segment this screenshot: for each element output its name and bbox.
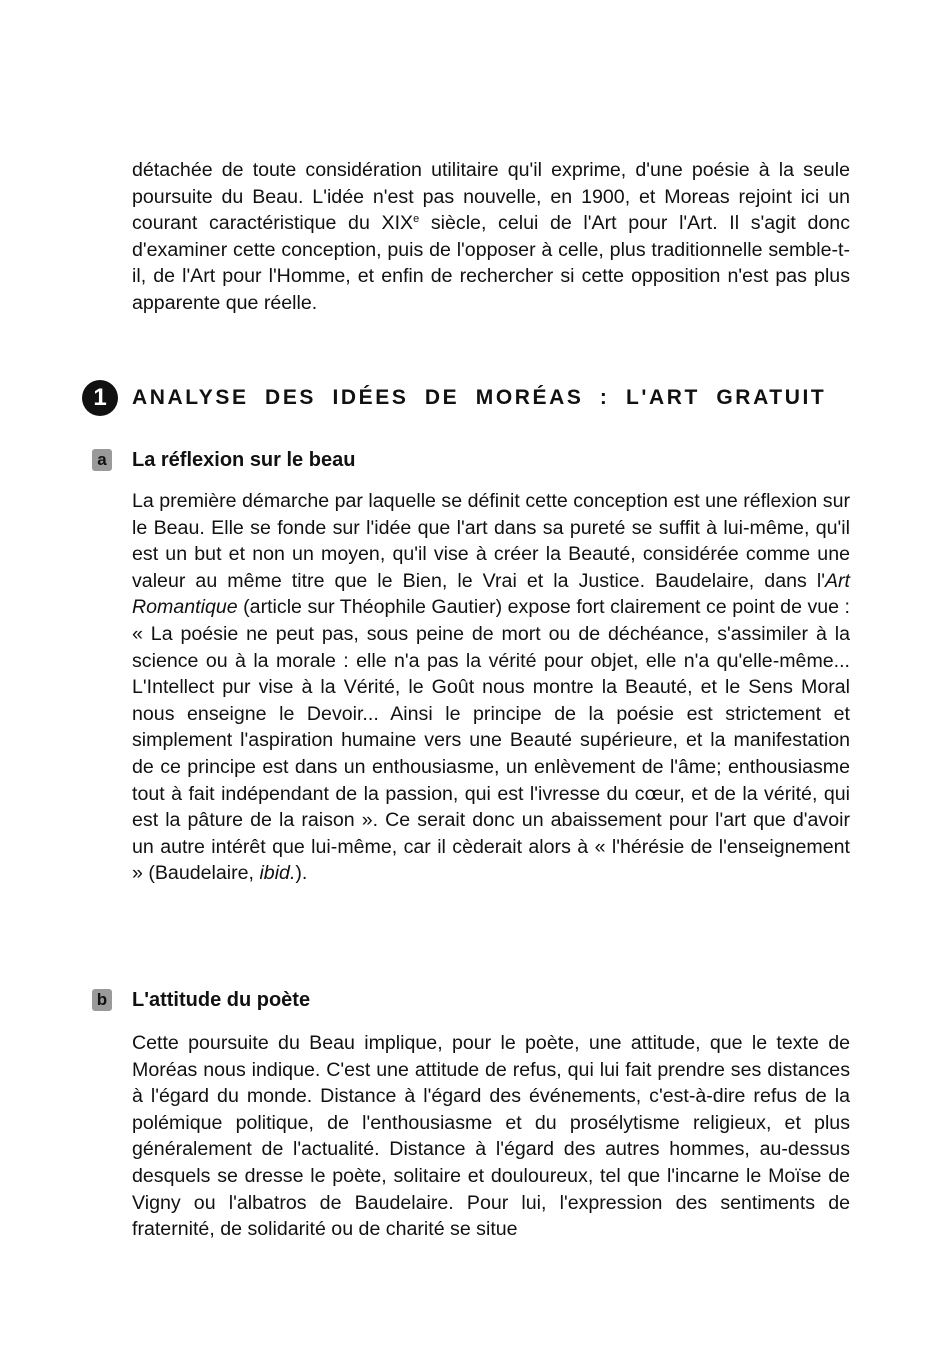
para-a-text-2: (article sur Théophile Gautier) expose fort clairement ce point de vue : « La poésie ne peut pas, sous peine de mort ou de déchéance, s'assimiler à la science ou à la morale : elle n'a pas la vérité pour objet, elle n'a qu'elle-même... L'Intellect pur vise à la Vérité, le Goût nous montre la Beauté, et le Sens Moral nous enseigne le Devoir... Ainsi le principe de la poésie est strictement et simplement l'aspiration humaine vers une Beauté supérieure, et la manifestation de ce principe est dans un enthousiasme, un enlèvement de l'âme; enthousiasme tout à fait indépendant de la passion, qui est l'ivresse du cœur, et de la vérité, qui est la pâture de la raison ». Ce serait donc un abaissement pour l'art que d'avoir un autre intérêt que lui-même, car il cèderait alors à « l'hérésie de l'enseignement » (Baudelaire, bbox=[132, 596, 850, 885]
subsection-a-heading bbox=[92, 446, 355, 474]
para-a-text-1: La première démarche par laquelle se définit cette conception est une réflexion sur le Beau. Elle se fonde sur l'idée que l'art dans sa pureté se suffit à lui-même, qu'il est un but et non un moyen, qu'il vise à créer la Beauté, considérée comme une valeur au même titre que le Bien, le Vrai et la Justice. Baudelaire, dans l' bbox=[132, 490, 850, 592]
section-title: ANALYSE DES IDÉES DE MORÉAS : L'ART GRATUIT bbox=[132, 386, 827, 409]
intro-text-after: siècle, celui de l'Art pour l'Art. Il s'agit donc d'examiner cette conception, puis de l'opposer à celle, plus traditionnelle semble-t-il, de l'Art pour l'Homme, et enfin de rechercher si cette opposition n'est pas plus apparente que réelle. bbox=[132, 212, 850, 314]
ibid-reference: ibid. bbox=[259, 862, 296, 885]
intro-text: détachée de toute considération utilitaire qu'il exprime, d'une poésie à la seule poursuite du Beau. L'idée n'est pas nouvelle, en 1900, et Moreas rejoint ici un courant caractéristique du XIX bbox=[132, 159, 850, 235]
subsection-letter-badge: b bbox=[92, 989, 112, 1011]
subsection-title: L'attitude du poète bbox=[132, 988, 311, 1011]
intro-superscript: e bbox=[413, 213, 420, 226]
subsection-b-heading bbox=[92, 986, 310, 1014]
subsection-a-paragraph bbox=[132, 488, 850, 887]
para-a-text-3: ). bbox=[295, 862, 308, 885]
book-title: Art Romantique bbox=[132, 569, 850, 619]
subsection-title: La réflexion sur le beau bbox=[132, 448, 356, 471]
para-b-text: Cette poursuite du Beau implique, pour le poète, une attitude, que le texte de Moréas nous indique. C'est une attitude de refus, qui lui fait prendre ses distances à l'égard du monde. Distance à l'égard des événements, c'est-à-dire refus de la polémique politique, de l'enthousiasme et du prosélytisme religieux, et plus généralement de l'actualité. Distance à l'égard des autres hommes, au-dessus desquels se dresse le poète, solitaire et douloureux, tel que l'incarne le Moïse de Vigny ou l'albatros de Baudelaire. Pour lui, l'expression des sentiments de fraternité, de solidarité ou de charité se situe bbox=[132, 1032, 850, 1241]
section-1-heading bbox=[82, 380, 850, 416]
subsection-letter-badge: a bbox=[92, 449, 112, 471]
subsection-b-paragraph bbox=[132, 1030, 850, 1243]
section-number-badge: 1 bbox=[82, 380, 118, 416]
intro-paragraph bbox=[132, 157, 850, 317]
